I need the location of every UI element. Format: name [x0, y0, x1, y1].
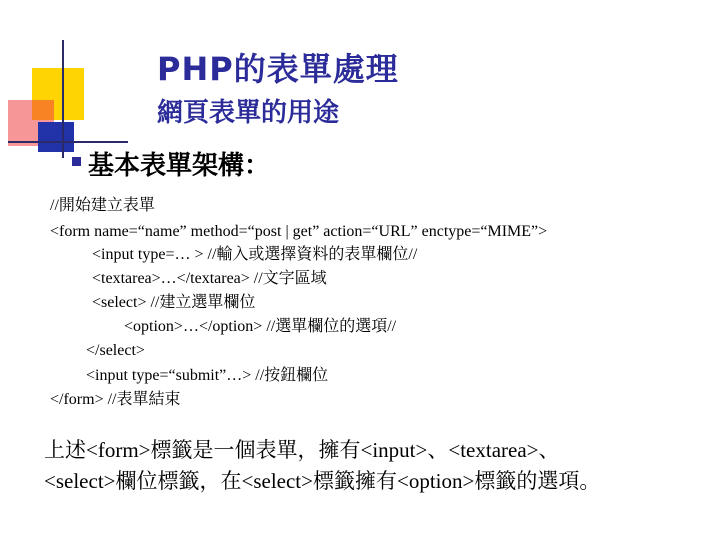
code-select-open: <select> //建立選單欄位: [92, 294, 256, 311]
summary-line-1: 上述<form>標籤是一個表單，擁有<input>、<textarea>、: [44, 438, 560, 462]
slide-title: PHP的表單處理: [157, 50, 399, 88]
section-heading: 基本表單架構：: [88, 151, 271, 181]
code-form-close: </form> //表單結束: [50, 391, 181, 408]
summary-line-2: <select>欄位標籤，在<select>標籤擁有<option>標籤的選項。: [44, 469, 601, 493]
code-submit: <input type=“submit”…> //按鈕欄位: [86, 367, 329, 384]
code-select-close: </select>: [86, 342, 145, 359]
slide-subtitle: 網頁表單的用途: [157, 98, 340, 128]
code-comment-start: //開始建立表單: [50, 197, 155, 214]
code-form-open: <form name=“name” method=“post | get” action=“URL” enctype=“MIME”>: [50, 223, 548, 240]
code-option: <option>…</option> //選單欄位的選項//: [124, 318, 397, 335]
code-input: <input type=… > //輸入或選擇資料的表單欄位//: [92, 246, 418, 263]
decor-horizontal-line: [8, 141, 128, 143]
decor-square-blue: [38, 122, 74, 152]
bullet-square-icon: [72, 157, 81, 166]
code-textarea: <textarea>…</textarea> //文字區域: [92, 270, 327, 287]
